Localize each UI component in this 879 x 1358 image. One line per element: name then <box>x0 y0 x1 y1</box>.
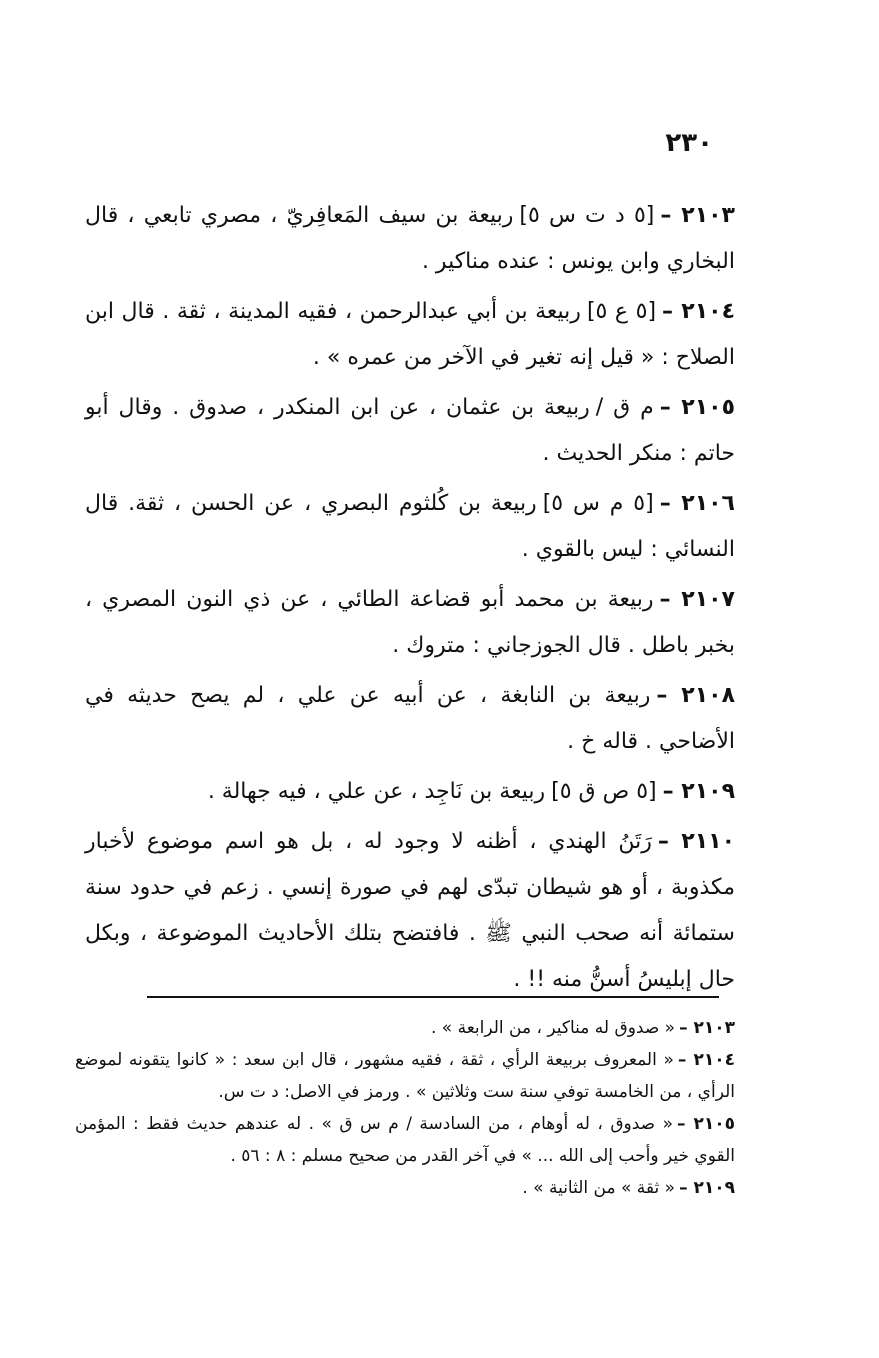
footnote-2105 <box>75 1108 735 1172</box>
entry-number: ٢١١٠ – <box>657 829 735 854</box>
entry-2104 <box>85 289 735 381</box>
entry-number: ٢١٠٥ – <box>659 395 735 420</box>
entry-text: رَتَنُ الهندي ، أظنه لا وجود له ، بل هو اسم موضوع لأخبار مكذوبة ، أو هو شيطان تبدّى لهم في صورة إنسي . زعم في حدود سنة ستمائة أنه صحب النبي ﷺ . فافتضح بتلك الأحاديث الموضوعة ، وبكل حال إبليسُ أسنُّ منه !! . <box>85 829 735 992</box>
entry-number: ٢١٠٦ – <box>659 491 735 516</box>
entry-2110 <box>85 819 735 1003</box>
footnote-number: ٢١٠٥ – <box>677 1114 736 1134</box>
page-number: ٢٣٠ <box>665 128 713 158</box>
footnote-text: « المعروف بربيعة الرأي ، ثقة ، فقيه مشهور ، قال ابن سعد : « كانوا يتقونه لموضع الرأي ، من الخامسة توفي سنة ست وثلاثين » . ورمز في الاصل: د ت س. <box>75 1050 735 1102</box>
footnotes <box>75 1012 735 1204</box>
entry-2107 <box>85 577 735 669</box>
footnote-text: « ثقة » من الثانية » . <box>522 1178 676 1198</box>
footnote-2109 <box>75 1172 735 1204</box>
entry-sigla: [٥ ص ق ٥] <box>551 779 657 804</box>
entry-sigla: م ق / <box>595 395 654 420</box>
footnote-number: ٢١٠٩ – <box>679 1178 735 1198</box>
entry-2103 <box>85 193 735 285</box>
entry-number: ٢١٠٨ – <box>656 683 735 708</box>
entry-number: ٢١٠٩ – <box>662 779 735 804</box>
footnote-number: ٢١٠٤ – <box>677 1050 735 1070</box>
entry-sigla: [٥ د ت س ٥] <box>519 203 655 228</box>
entry-number: ٢١٠٤ – <box>662 299 735 324</box>
footnote-divider <box>147 996 719 998</box>
entry-text: ربيعة بن نَاجِد ، عن علي ، فيه جهالة . <box>207 779 546 804</box>
entry-text: ربيعة بن سيف المَعافِريّ ، مصري تابعي ، قال البخاري وابن يونس : عنده مناكير . <box>85 203 735 274</box>
footnote-2104 <box>75 1044 735 1108</box>
entry-text: ربيعة بن عثمان ، عن ابن المنكدر ، صدوق . وقال أبو حاتم : منكر الحديث . <box>85 395 735 466</box>
entry-sigla: [٥ ع ٥] <box>586 299 657 324</box>
entry-2105 <box>85 385 735 477</box>
entry-number: ٢١٠٣ – <box>660 203 735 228</box>
entry-2109 <box>85 769 735 815</box>
entry-sigla: [٥ م س ٥] <box>542 491 654 516</box>
footnote-text: « صدوق له مناكير ، من الرابعة » . <box>430 1018 676 1038</box>
footnote-2103 <box>75 1012 735 1044</box>
entry-text: ربيعة بن كُلثوم البصري ، عن الحسن ، ثقة. قال النسائي : ليس بالقوي . <box>85 491 735 562</box>
entry-number: ٢١٠٧ – <box>659 587 735 612</box>
entry-text: ربيعة بن محمد أبو قضاعة الطائي ، عن ذي النون المصري ، بخبر باطل . قال الجوزجاني : متروك . <box>85 587 735 658</box>
footnote-text: « صدوق ، له أوهام ، من السادسة / م س ق » . له عندهم حديث فقط : المؤمن القوي خير وأحب إلى الله ... » في آخر القدر من صحيح مسلم : ٨ : ٥٦ . <box>75 1114 735 1166</box>
entry-2106 <box>85 481 735 573</box>
footnote-number: ٢١٠٣ – <box>679 1018 735 1038</box>
entries-list <box>85 193 735 1007</box>
entry-text: ربيعة بن النابغة ، عن أبيه عن علي ، لم يصح حديثه في الأضاحي . قاله خ . <box>85 683 735 754</box>
entry-text: ربيعة بن أبي عبدالرحمن ، فقيه المدينة ، ثقة . قال ابن الصلاح : « قيل إنه تغير في الآخر من عمره » . <box>85 299 735 370</box>
entry-2108 <box>85 673 735 765</box>
